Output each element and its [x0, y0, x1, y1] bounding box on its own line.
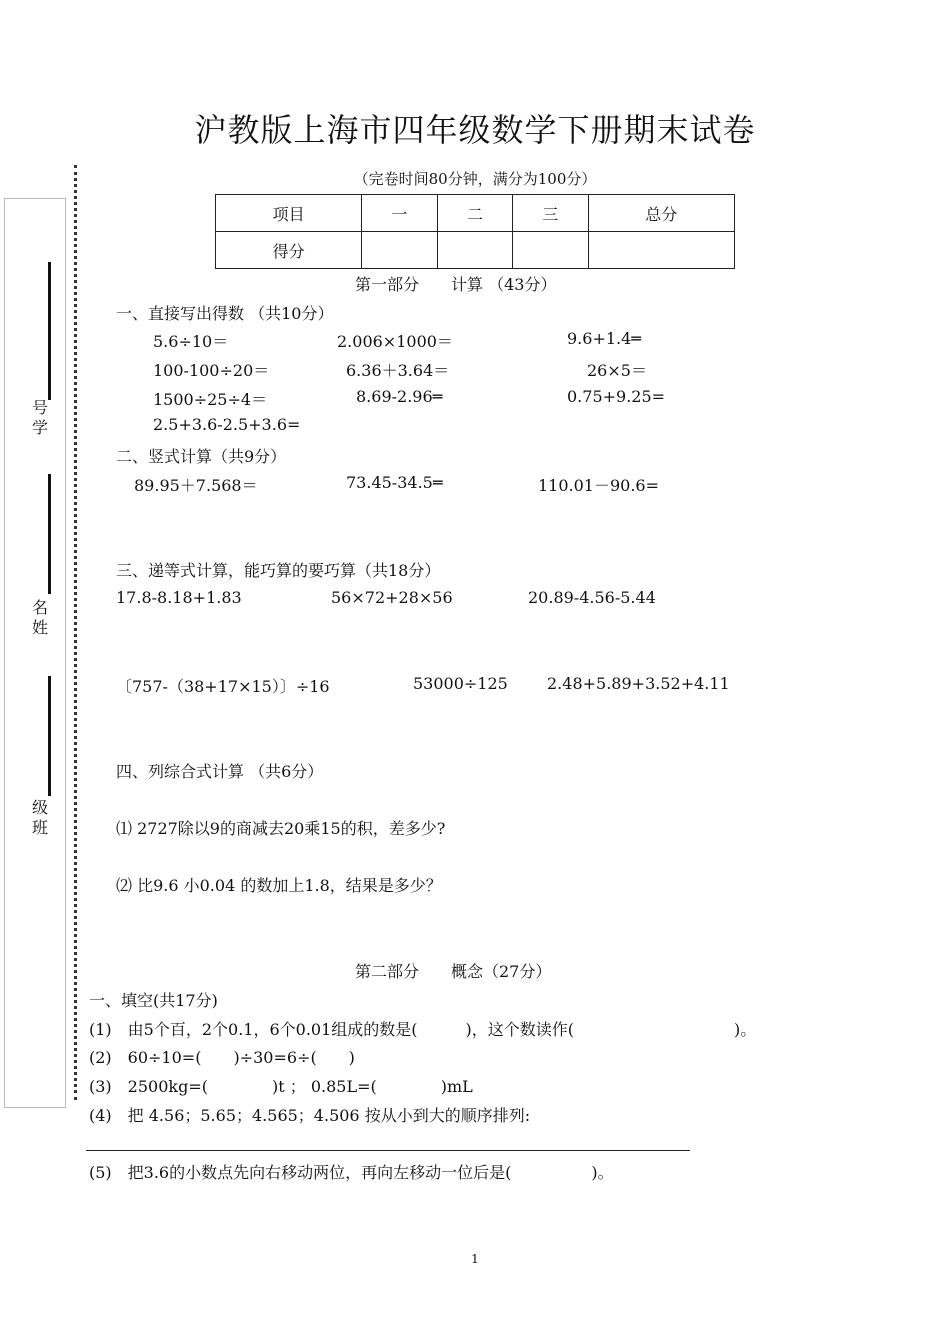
fill-in-item: (4) 把 4.56；5.65；4.565；4.506 按从小到大的顺序排列:	[89, 1106, 531, 1125]
section-heading: 一、直接写出得数 （共10分）	[116, 304, 334, 323]
problem: ⑴ 2727除以9的商减去20乘15的积，差多少?	[116, 819, 446, 838]
binding-dotted-line	[74, 165, 77, 1100]
name-line	[48, 474, 51, 594]
score-cell[interactable]	[513, 232, 588, 269]
score-cell[interactable]	[437, 232, 512, 269]
score-table-header: 二	[437, 195, 512, 232]
problem: 8.69-2.96═	[356, 387, 443, 406]
score-cell[interactable]	[362, 232, 437, 269]
problem: 〔757-（38+17×15）〕÷16	[116, 677, 330, 696]
section-heading: 三、递等式计算，能巧算的要巧算（共18分）	[116, 561, 441, 580]
section-heading: 二、竖式计算（共9分）	[116, 447, 287, 466]
fill-in-item: (1) 由5个百，2个0.1，6个0.01组成的数是( )，这个数读作( )。	[89, 1020, 757, 1039]
problem: 53000÷125	[413, 674, 508, 693]
score-table-header: 总分	[588, 195, 734, 232]
student-id-label: 号学	[31, 398, 48, 437]
problem: 6.36＋3.64＝	[346, 361, 450, 380]
problem: 20.89-4.56-5.44	[528, 588, 656, 607]
fill-in-item: (3) 2500kg=( )t ； 0.85L=( )mL	[89, 1077, 473, 1096]
problem: 17.8-8.18+1.83	[116, 588, 242, 607]
problem: 0.75+9.25=	[567, 387, 666, 406]
score-table-header: 三	[513, 195, 588, 232]
problem: 1500÷25÷4＝	[153, 390, 268, 409]
problem: 89.95＋7.568＝	[134, 476, 258, 495]
part2-heading: 第二部分 概念（27分）	[355, 962, 552, 981]
problem: 110.01－90.6=	[538, 476, 660, 495]
fill-in-item: (5) 把3.6的小数点先向右移动两位，再向左移动一位后是( )。	[89, 1163, 614, 1182]
score-table	[215, 194, 735, 269]
page-number: 1	[471, 1252, 479, 1266]
problem: 73.45-34.5═	[346, 473, 443, 492]
problem: 2.5+3.6-2.5+3.6=	[153, 415, 301, 434]
score-table-header-row	[216, 195, 735, 232]
problem: 2.006×1000＝	[337, 332, 453, 351]
problem: 2.48+5.89+3.52+4.11	[547, 674, 730, 693]
score-table-header: 项目	[216, 195, 362, 232]
class-line	[48, 676, 51, 796]
student-id-line	[48, 262, 51, 400]
section-heading: 四、列综合式计算 （共6分）	[116, 762, 324, 781]
problem: ⑵ 比9.6 小0.04 的数加上1.8，结果是多少？	[116, 876, 442, 895]
problem: 9.6+1.4═	[567, 329, 641, 348]
page-title: 沪教版上海市四年级数学下册期末试卷	[194, 111, 756, 149]
score-cell[interactable]	[588, 232, 734, 269]
score-table-header: 一	[362, 195, 437, 232]
problem: 56×72+28×56	[331, 588, 453, 607]
section-heading: 一、填空(共17分)	[89, 991, 218, 1010]
problem: 5.6÷10＝	[153, 332, 229, 351]
name-label: 名姓	[31, 598, 48, 637]
problem: 26×5＝	[587, 361, 647, 380]
part1-heading: 第一部分 计算 （43分）	[355, 275, 557, 294]
binding-side-panel	[4, 198, 66, 1108]
fill-in-item: (2) 60÷10=( )÷30=6÷( )	[89, 1048, 355, 1067]
score-row-label: 得分	[216, 232, 362, 269]
problem: 100-100÷20＝	[153, 361, 270, 380]
answer-line[interactable]	[86, 1150, 690, 1151]
class-label: 级班	[31, 798, 48, 837]
exam-subtitle: （完卷时间80分钟，满分为100分）	[353, 170, 597, 188]
score-table-score-row	[216, 232, 735, 269]
